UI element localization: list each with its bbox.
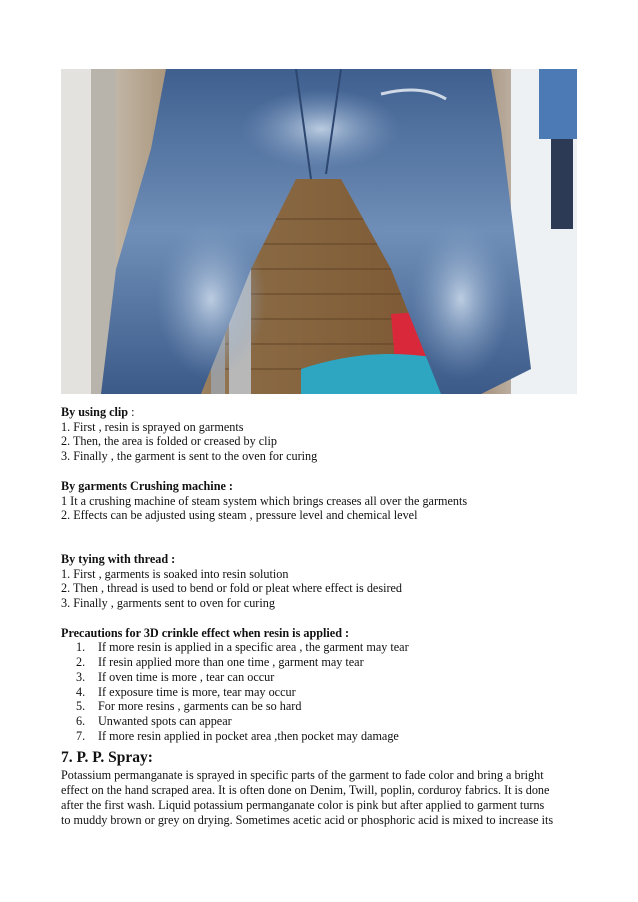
precaution-item <box>61 670 581 685</box>
precaution-item <box>61 685 581 700</box>
precaution-item <box>61 640 581 655</box>
spacer <box>61 611 581 626</box>
thread-step: 1. First , garments is soaked into resin solution <box>61 566 289 581</box>
clip-heading-colon: : <box>128 405 135 419</box>
clip-step: 1. First , resin is sprayed on garments <box>61 419 244 434</box>
precaution-item <box>61 699 581 714</box>
precaution-number: 4. <box>76 684 86 699</box>
spacer <box>61 523 581 552</box>
precaution-text: Unwanted spots can appear <box>98 713 232 728</box>
paragraph-line: Potassium permanganate is sprayed in specific parts of the garment to fade color and bring a bright <box>61 768 544 783</box>
section-title-pp-spray: 7. P. P. Spray: <box>61 749 153 767</box>
crushing-step: 1 It a crushing machine of steam system which brings creases all over the garments <box>61 493 468 508</box>
precaution-number: 3. <box>76 669 86 684</box>
precaution-number: 7. <box>76 728 86 743</box>
paragraph-line: after the first wash. Liquid potassium permanganate color is pink but after applied to garment turns <box>61 798 545 813</box>
precaution-number: 2. <box>76 655 86 670</box>
thread-step: 2. Then , thread is used to bend or fold or pleat where effect is desired <box>61 581 403 596</box>
precaution-text: If more resin applied in pocket area ,then pocket may damage <box>98 728 399 743</box>
jeans-photo-illustration <box>61 69 577 394</box>
crushing-step: 2. Effects can be adjusted using steam , pressure level and chemical level <box>61 508 418 523</box>
paragraph-line: effect on the hand scraped area. It is often done on Denim, Twill, poplin, corduroy fabrics. It is done <box>61 783 550 798</box>
precaution-number: 6. <box>76 713 86 728</box>
thread-step: 3. Finally , garments sent to oven for curing <box>61 596 275 611</box>
precaution-item <box>61 714 581 729</box>
paragraph-line: to muddy brown or grey on drying. Sometimes acetic acid or phosphoric acid is mixed to increase its <box>61 813 554 828</box>
precaution-text: If resin applied more than one time , garment may tear <box>98 655 364 670</box>
precaution-number: 5. <box>76 699 86 714</box>
clip-step: 3. Finally , the garment is sent to the oven for curing <box>61 449 318 464</box>
precaution-text: If oven time is more , tear can occur <box>98 669 275 684</box>
precaution-item <box>61 729 581 744</box>
precaution-text: For more resins , garments can be so hard <box>98 699 302 714</box>
clip-heading: By using clip <box>61 405 129 419</box>
precautions-heading: Precautions for 3D crinkle effect when resin is applied : <box>61 625 350 640</box>
thread-heading: By tying with thread : <box>61 551 176 566</box>
jeans-photo <box>61 69 577 394</box>
pp-spray-paragraph <box>61 768 581 828</box>
document-body <box>61 405 581 828</box>
clip-heading-line <box>61 405 581 420</box>
precaution-text: If more resin is applied in a specific area , the garment may tear <box>98 640 409 655</box>
clip-step: 2. Then, the area is folded or creased by clip <box>61 434 278 449</box>
spacer <box>61 464 581 479</box>
precaution-number: 1. <box>76 640 86 655</box>
precaution-item <box>61 655 581 670</box>
precaution-text: If exposure time is more, tear may occur <box>98 684 296 699</box>
crushing-heading: By garments Crushing machine : <box>61 478 233 493</box>
